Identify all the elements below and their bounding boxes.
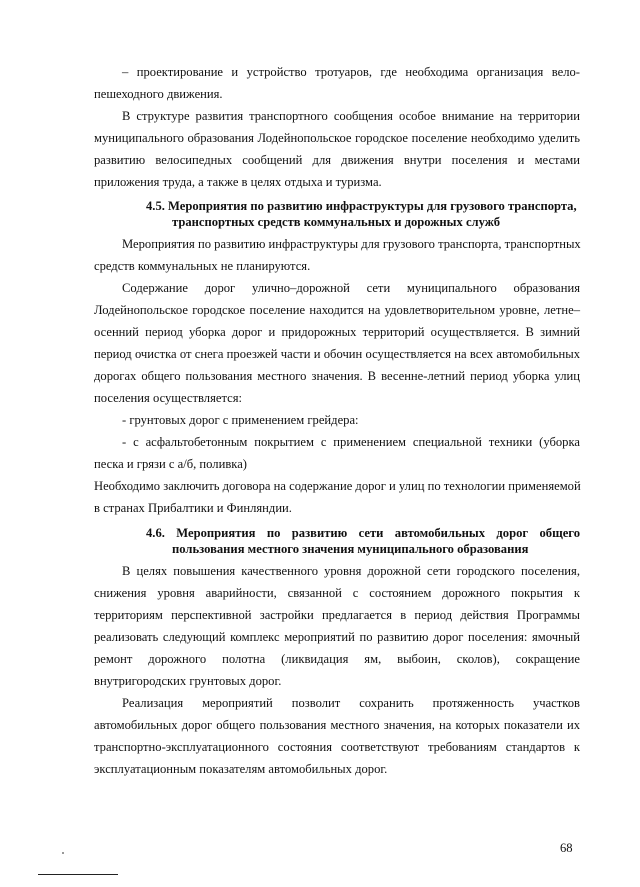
section-heading-4-6: 4.6. Мероприятия по развитию сети автомобильных дорог общего [146, 526, 580, 540]
text-line: В структуре развития транспортного сообщения особое внимание на территории [122, 109, 580, 123]
text-line: поселения осуществляется: [94, 391, 242, 405]
text-line: территориям перспективной застройки предлагается в период действия Программы [94, 608, 580, 622]
text-line: дорогах общего пользования местного значения. В весенне-летний период уборка улиц [94, 369, 580, 383]
text-line: ремонт дорожного полотна (ликвидация ям, выбоин, сколов), сокращение [94, 652, 580, 666]
scan-artifact [62, 852, 64, 854]
text-line: приложения труда, а также в целях отдыха и туризма. [94, 175, 382, 189]
text-line: пешеходного движения. [94, 87, 223, 101]
text-line: – проектирование и устройство тротуаров, где необходима организация вело- [122, 65, 580, 79]
text-line: Реализация мероприятий позволит сохранить протяженность участков [122, 696, 580, 710]
text-line: автомобильных дорог общего пользования местного значения, на которых показатели их [94, 718, 580, 732]
section-heading-4-5-cont: транспортных средств коммунальных и дорожных служб [172, 215, 501, 229]
section-heading-4-5: 4.5. Мероприятия по развитию инфраструктуры для грузового транспорта, [146, 199, 577, 213]
text-line: Лодейнопольское городское поселение находится на удовлетворительном уровне, летне– [94, 303, 580, 317]
list-item: - грунтовых дорог с применением грейдера: [122, 413, 359, 427]
text-line: В целях повышения качественного уровня дорожной сети городского поселения, [122, 564, 580, 578]
text-line: внутригородских грунтовых дорог. [94, 674, 282, 688]
text-line: развитию велосипедных сообщений для движения внутри поселения и местами [94, 153, 580, 167]
text-line: эксплуатационным показателям автомобильных дорог. [94, 762, 388, 776]
page-number: 68 [560, 841, 573, 855]
text-line: Необходимо заключить договора на содержание дорог и улиц по технологии применяемой [94, 479, 581, 493]
text-line: Содержание дорог улично–дорожной сети муниципального образования [122, 281, 580, 295]
text-line: период очистка от снега проезжей части и обочин осуществляется на всех автомобильных [94, 347, 580, 361]
text-line: средств коммунальных не планируются. [94, 259, 311, 273]
list-item-cont: песка и грязи с а/б, поливка) [94, 457, 247, 471]
text-line: снижения уровня аварийности, связанной с состоянием дорожного покрытия к [94, 586, 580, 600]
text-line: транспортно-эксплуатационного состояния соответствуют требованиям стандартов к [94, 740, 580, 754]
footer-divider [38, 874, 118, 875]
section-heading-4-6-cont: пользования местного значения муниципального образования [172, 542, 529, 556]
text-line: муниципального образования Лодейнопольское городское поселение необходимо уделить [94, 131, 580, 145]
text-line: осенний период уборка дорог и придорожных территорий осуществляется. В зимний [94, 325, 580, 339]
text-line: Мероприятия по развитию инфраструктуры для грузового транспорта, транспортных [122, 237, 581, 251]
list-item: - с асфальтобетонным покрытием с применением специальной техники (уборка [122, 435, 580, 449]
text-line: реализовать следующий комплекс мероприятий по развитию дорог поселения: ямочный [94, 630, 580, 644]
text-line: в странах Прибалтики и Финляндии. [94, 501, 292, 515]
